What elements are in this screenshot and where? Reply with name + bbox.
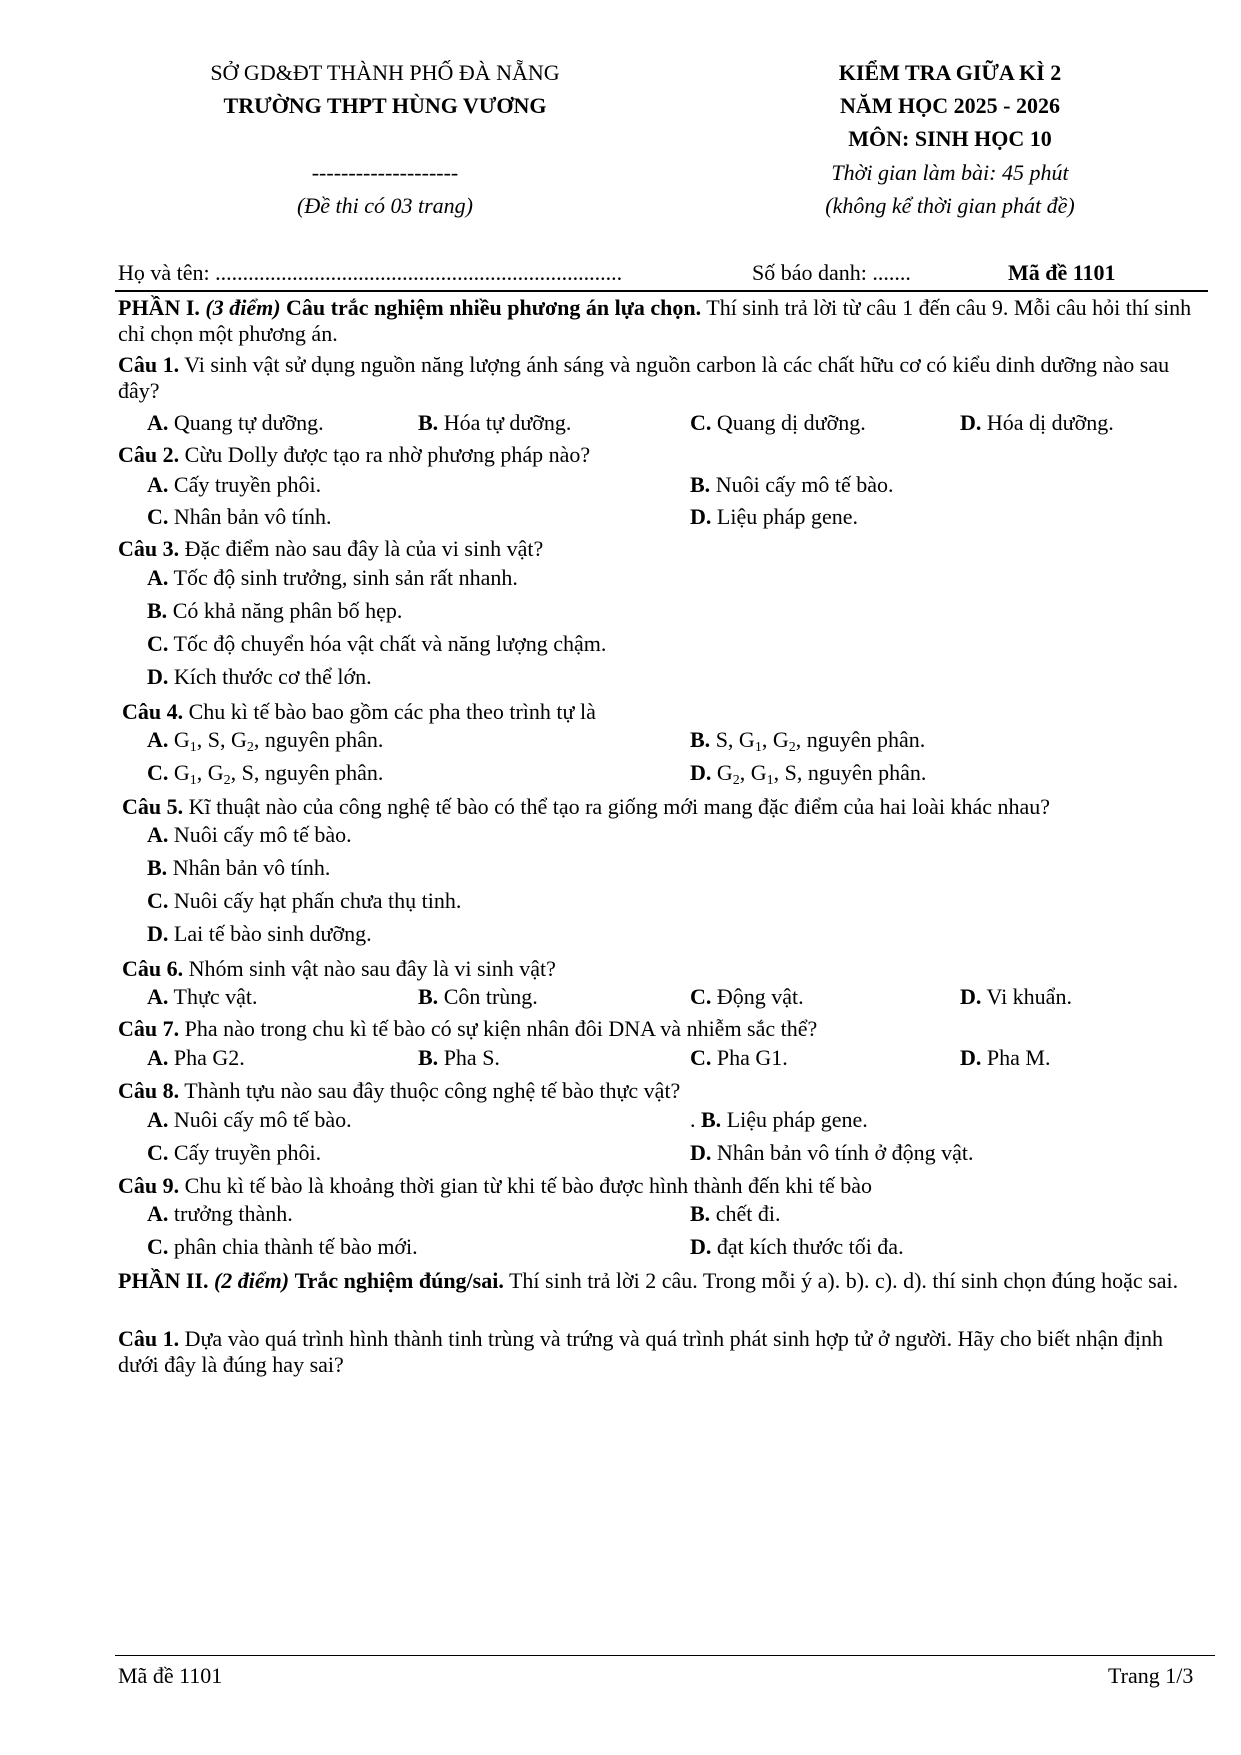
part2-heading: Trắc nghiệm đúng/sai.	[294, 1268, 504, 1293]
q5-option-d[interactable]: D. Lai tế bào sinh dưỡng.	[147, 921, 372, 946]
q9-option-a[interactable]: A. trưởng thành.	[147, 1201, 293, 1226]
q3-option-b[interactable]: B. Có khả năng phân bố hẹp.	[147, 598, 403, 623]
page-count-note: (Đề thi có 03 trang)	[297, 193, 473, 218]
q4-option-b-text: S, $G_1$, $G_2$, nguyên phân.	[715, 727, 926, 755]
q9-option-d[interactable]: D. đạt kích thước tối đa.	[690, 1234, 904, 1259]
q2-option-d[interactable]: D. Liệu pháp gene.	[690, 504, 858, 529]
exam-title: KIỂM TRA GIỮA KÌ 2	[838, 60, 1062, 85]
part2-points: (2 điểm)	[213, 1268, 290, 1293]
q9-option-b[interactable]: B. chết đi.	[690, 1201, 781, 1226]
part1-points: (3 điểm)	[205, 295, 281, 320]
q8-option-d[interactable]: D. Nhân bản vô tính ở động vật.	[690, 1140, 974, 1165]
question-3: Câu 3. Đặc điểm nào sau đây là của vi sinh vật?	[118, 536, 544, 561]
q4-option-a[interactable]: A. $G_1$, S, $G_2$, nguyên phân.	[147, 727, 384, 755]
q8-option-c[interactable]: C. Cấy truyền phôi.	[147, 1140, 322, 1165]
q5-option-a[interactable]: A. Nuôi cấy mô tế bào.	[147, 822, 352, 847]
q2-option-a[interactable]: A. Cấy truyền phôi.	[147, 472, 322, 497]
q5-option-b[interactable]: B. Nhân bản vô tính.	[147, 855, 331, 880]
q4-option-c-text: $G_1$, $G_2$, S, nguyên phân.	[173, 760, 384, 788]
q6-option-d[interactable]: D. Vi khuẩn.	[960, 984, 1072, 1009]
q4-option-b[interactable]: B. S, $G_1$, $G_2$, nguyên phân.	[690, 727, 926, 755]
time-note: (không kể thời gian phát đề)	[825, 193, 1075, 218]
q7-option-d[interactable]: D. Pha M.	[960, 1045, 1051, 1070]
q7-option-a[interactable]: A. Pha G2.	[147, 1045, 245, 1070]
student-name-field[interactable]: Họ và tên: ..........................................................................	[118, 260, 623, 285]
part2-title: PHẦN II.	[118, 1268, 209, 1293]
question-1	[118, 352, 1208, 404]
q4-option-c[interactable]: C. $G_1$, $G_2$, S, nguyên phân.	[147, 760, 384, 788]
q8-option-b[interactable]: . B. Liệu pháp gene.	[690, 1107, 868, 1132]
question-6: Câu 6. Nhóm sinh vật nào sau đây là vi sinh vật?	[122, 956, 556, 981]
q4-option-a-text: $G_1$, S, $G_2$, nguyên phân.	[173, 727, 384, 755]
question-8: Câu 8. Thành tựu nào sau đây thuộc công nghệ tế bào thực vật?	[118, 1078, 681, 1103]
q1-option-d[interactable]: D. Hóa dị dưỡng.	[960, 410, 1114, 435]
exam-code: Mã đề 1101	[1008, 260, 1116, 285]
part2-intro	[118, 1268, 1208, 1294]
footer-exam-code: Mã đề 1101	[118, 1663, 223, 1688]
q4-option-d[interactable]: D. $G_2$, $G_1$, S, nguyên phân.	[690, 760, 927, 788]
part2-question-1: Câu 1. Dựa vào quá trình hình thành tinh trùng và trứng và quá trình phát sinh hợp tử ở người. Hãy cho biết nhận định dưới đây là đúng hay sai?	[118, 1326, 1163, 1377]
q6-option-b[interactable]: B. Côn trùng.	[418, 984, 538, 1009]
footer-page-number: Trang 1/3	[1108, 1663, 1194, 1688]
q5-option-c[interactable]: C. Nuôi cấy hạt phấn chưa thụ tinh.	[147, 888, 462, 913]
question-label: Câu 1.	[118, 352, 180, 377]
q1-option-b[interactable]: B. Hóa tự dưỡng.	[418, 410, 572, 435]
question-5: Câu 5. Kĩ thuật nào của công nghệ tế bào có thể tạo ra giống mới mang đặc điểm của hai loài khác nhau?	[122, 794, 1051, 819]
question-2: Câu 2. Cừu Dolly được tạo ra nhờ phương pháp nào?	[118, 442, 591, 467]
header-dashes: --------------------	[311, 160, 459, 185]
q9-option-c[interactable]: C. phân chia thành tế bào mới.	[147, 1234, 418, 1259]
school-year: NĂM HỌC 2025 - 2026	[840, 93, 1060, 118]
q2-option-b[interactable]: B. Nuôi cấy mô tế bào.	[690, 472, 894, 497]
part1-title: PHẦN I.	[118, 295, 200, 320]
q3-option-a[interactable]: A. Tốc độ sinh trưởng, sinh sản rất nhanh.	[147, 565, 518, 590]
school-name: TRƯỜNG THPT HÙNG VƯƠNG	[223, 93, 547, 118]
q3-option-d[interactable]: D. Kích thước cơ thể lớn.	[147, 664, 372, 689]
q8-option-a[interactable]: A. Nuôi cấy mô tế bào.	[147, 1107, 352, 1132]
q7-option-b[interactable]: B. Pha S.	[418, 1045, 500, 1070]
q4-option-d-text: $G_2$, $G_1$, S, nguyên phân.	[716, 760, 927, 788]
student-id-field[interactable]: Số báo danh: .......	[752, 260, 911, 285]
header-divider	[115, 290, 1208, 292]
question-7: Câu 7. Pha nào trong chu kì tế bào có sự kiện nhân đôi DNA và nhiễm sắc thể?	[118, 1016, 818, 1041]
subject: MÔN: SINH HỌC 10	[848, 126, 1052, 151]
part1-heading: Câu trắc nghiệm nhiều phương án lựa chọn.	[286, 295, 702, 320]
department-name: SỞ GD&ĐT THÀNH PHỐ ĐÀ NẴNG	[210, 60, 560, 85]
footer-divider	[115, 1655, 1215, 1656]
q2-option-c[interactable]: C. Nhân bản vô tính.	[147, 504, 332, 529]
q1-option-a[interactable]: A. Quang tự dưỡng.	[147, 410, 324, 435]
question-4: Câu 4. Chu kì tế bào bao gồm các pha theo trình tự là	[122, 699, 596, 724]
question-9: Câu 9. Chu kì tế bào là khoảng thời gian từ khi tế bào được hình thành đến khi tế bào	[118, 1173, 873, 1198]
part1-intro	[118, 295, 1208, 347]
q1-option-c[interactable]: C. Quang dị dưỡng.	[690, 410, 866, 435]
part1-instruction: Thí sinh trả lời từ câu 1 đến câu 9. Mỗi câu hỏi thí sinh chỉ chọn một phương án.	[118, 295, 1192, 346]
q3-option-c[interactable]: C. Tốc độ chuyển hóa vật chất và năng lượng chậm.	[147, 631, 607, 656]
time-limit: Thời gian làm bài: 45 phút	[831, 160, 1069, 185]
q6-option-a[interactable]: A. Thực vật.	[147, 984, 258, 1009]
q7-option-c[interactable]: C. Pha G1.	[690, 1045, 788, 1070]
question-text: Vi sinh vật sử dụng nguồn năng lượng ánh sáng và nguồn carbon là các chất hữu cơ có kiểu dinh dưỡng nào sau đây?	[118, 352, 1170, 403]
q6-option-c[interactable]: C. Động vật.	[690, 984, 804, 1009]
part2-instruction: Thí sinh trả lời 2 câu. Trong mỗi ý a). b). c). d). thí sinh chọn đúng hoặc sai.	[508, 1268, 1179, 1293]
